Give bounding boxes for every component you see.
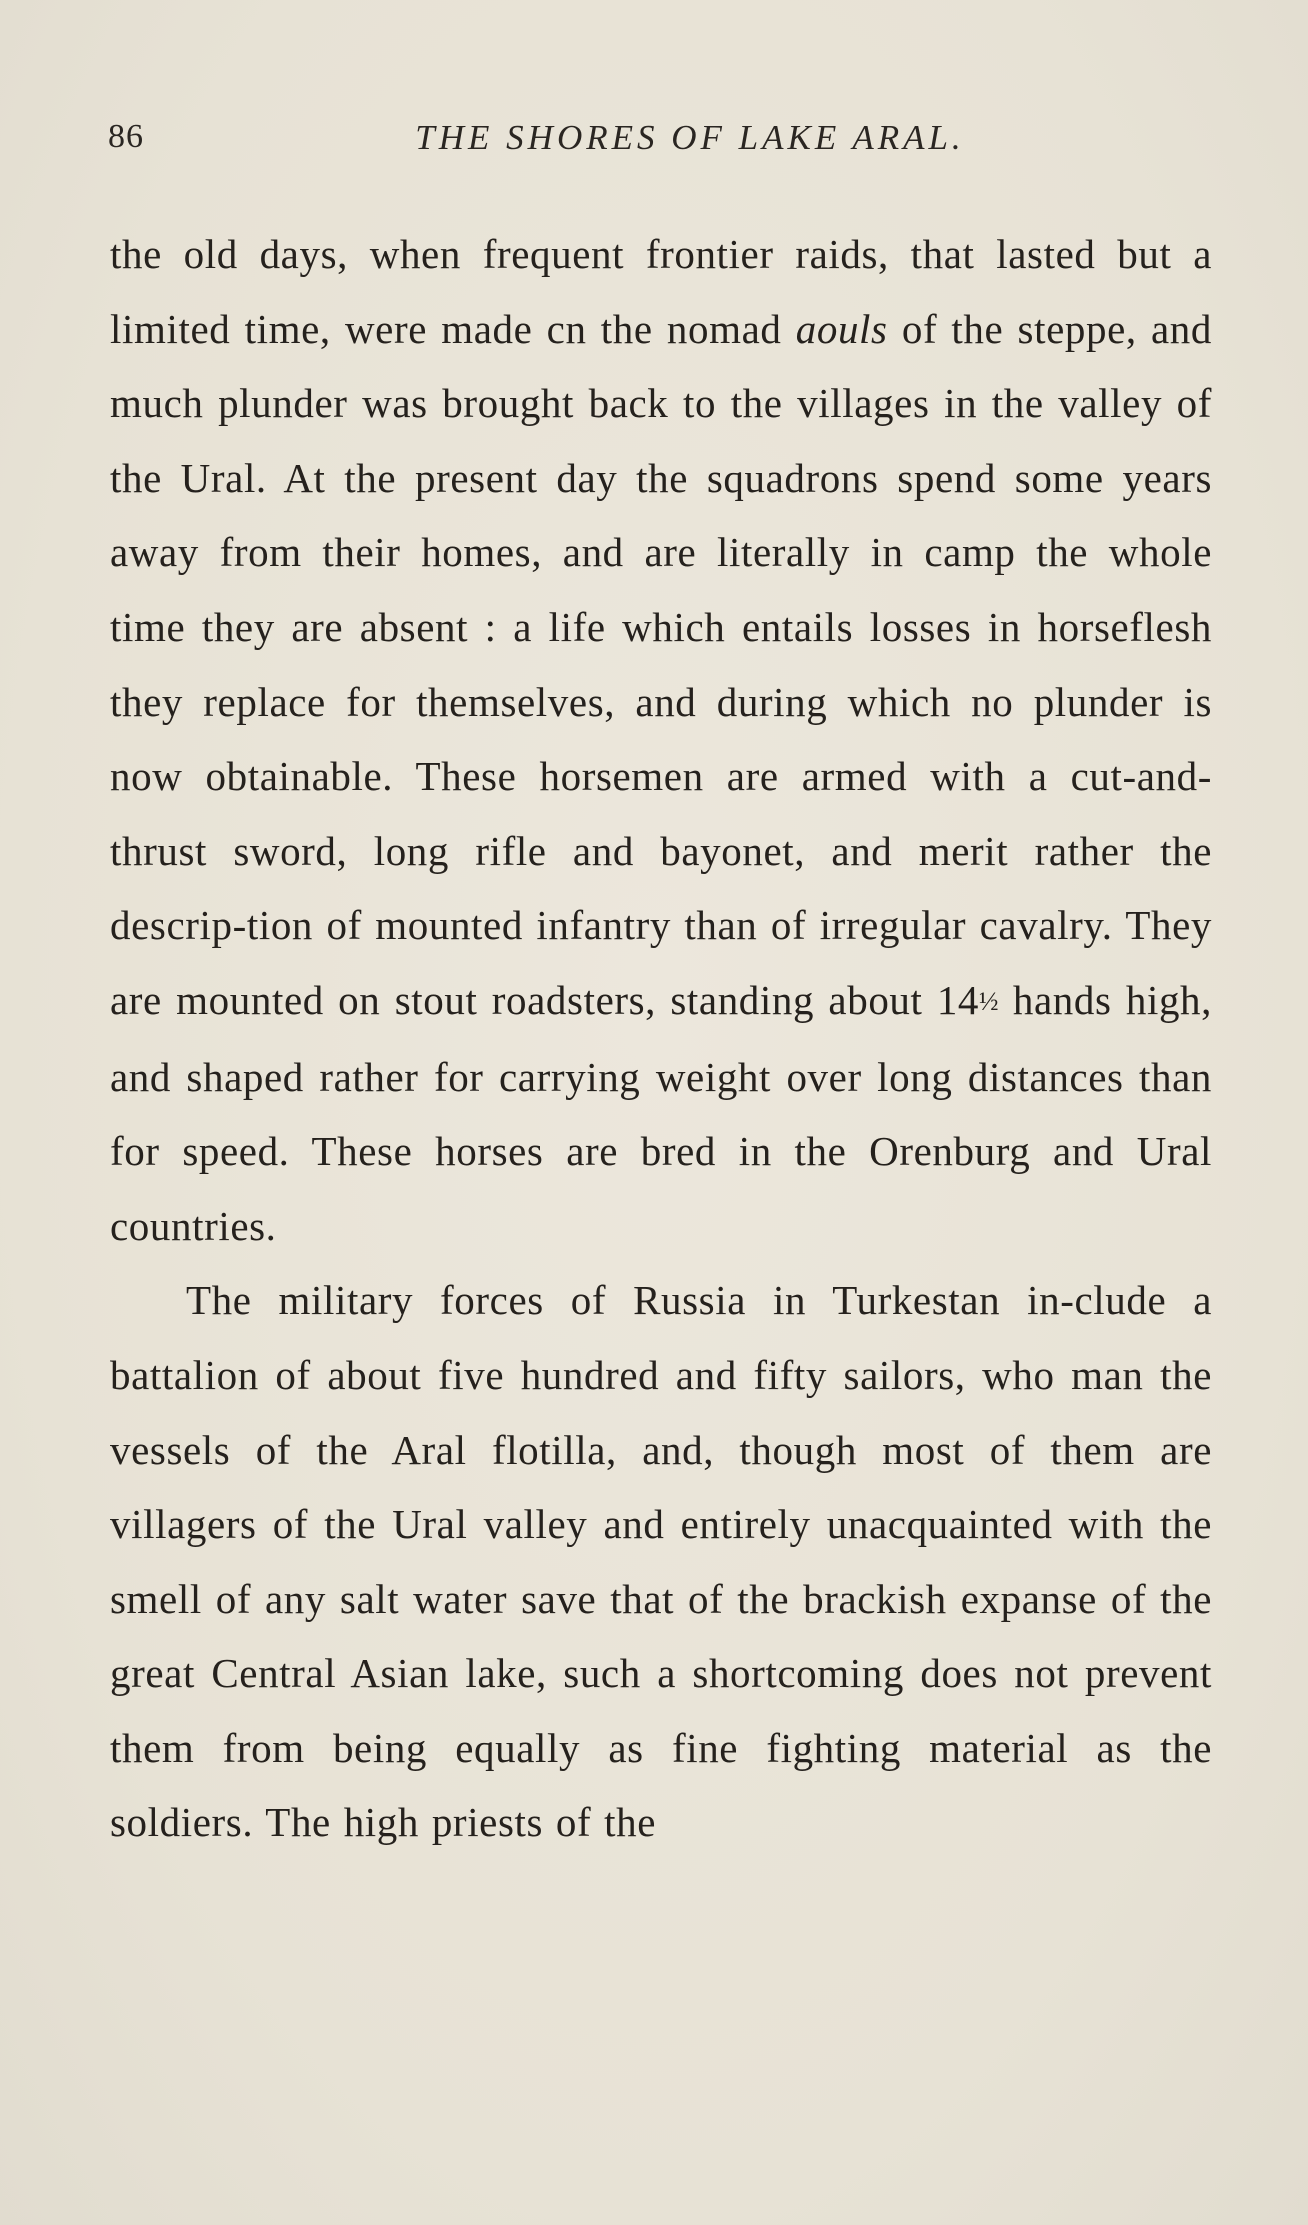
body-text (110, 217, 1212, 1860)
page-header (108, 118, 1212, 168)
running-title: THE SHORES OF LAKE ARAL. (415, 118, 965, 157)
paragraph-2: The military forces of Russia in Turkestan in-clude a battalion of about five hundred and fifty sailors, who man the vessels of the Aral flotilla, and, though most of them are villagers of the Ural valley and entirely unacquainted with the smell of any salt water save that of the brackish expanse of the great Central Asian lake, such a shortcoming does not prevent them from being equally as fine fighting material as the soldiers. The high priests of the (110, 1277, 1212, 1846)
page-number: 86 (108, 118, 144, 155)
paragraph-1-text-c: hands high, and shaped rather for carrying weight over long distances than for speed. These horses are bred in the Orenburg and Ural countries. (110, 976, 1212, 1249)
paragraph-1-text-a: the old days, when frequent frontier raids, that lasted but a limited time, were made cn the nomad (110, 231, 1212, 352)
paragraph-1-text-b: of the steppe, and much plunder was brought back to the villages in the valley of the Ural. At the present day the squadrons spend some years away from their homes, and are literally in camp the whole time they are absent : a life which entails losses in horseflesh they replace for themselves, and during which no plunder is now obtainable. These horsemen are armed with a cut-and-thrust sword, long rifle and bayonet, and merit rather the descrip-tion of mounted infantry than of irregular cavalry. They are mounted on stout roadsters, standing about 14 (110, 305, 1212, 1023)
italic-word-aouls: aouls (795, 305, 888, 352)
fraction-one-half: ½ (979, 986, 999, 1016)
paragraph-1 (110, 217, 1212, 1263)
